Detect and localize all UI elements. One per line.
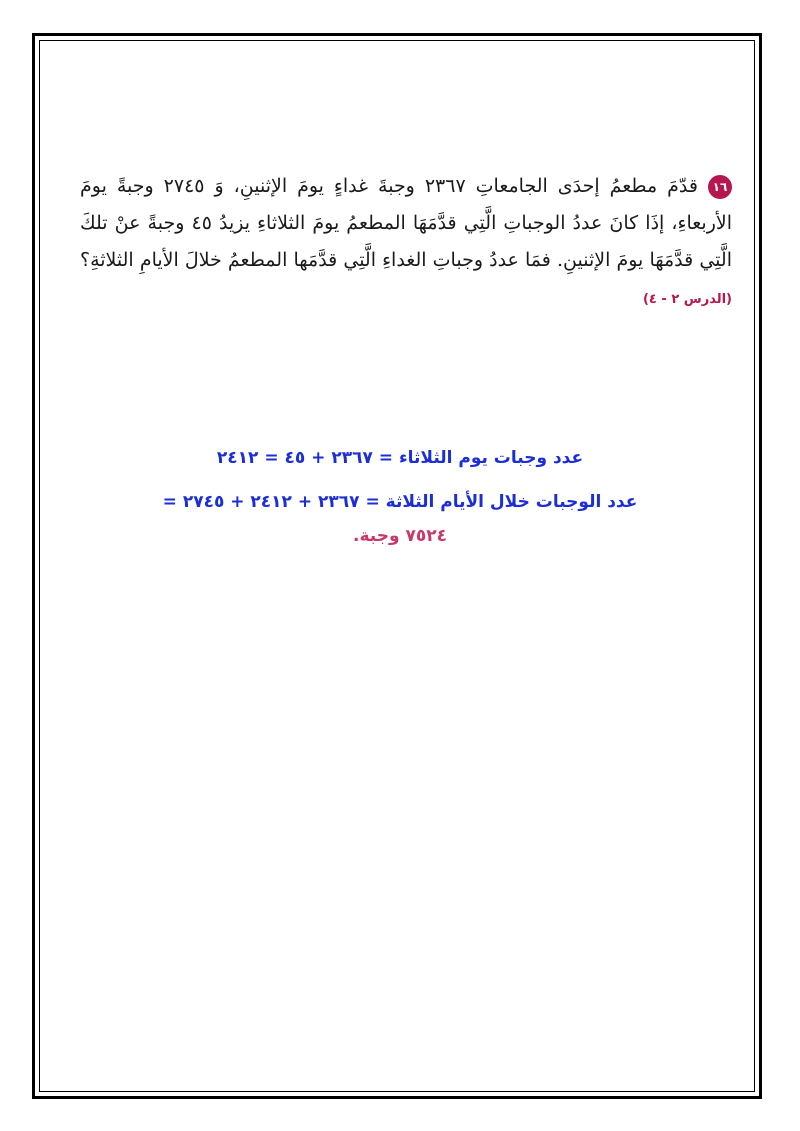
final-answer: ٧٥٢٤ وجبة. [353,526,447,546]
problem-text: قدّمَ مطعمُ إحدَى الجامعاتِ ٢٣٦٧ وجبةَ غداءٍ يومَ الإثنينِ، وَ ٢٧٤٥ وجبةً يومَ الأربعاءِ، إذَا كانَ عددُ الوجباتِ الَّتِي قدَّمَهَا المطعمُ يومَ الثلاثاءِ يزيدُ ٤٥ وجبةً عنْ تلكَ الَّتِي قدَّمَهَا يومَ الإثنينِ. فمَا عددُ وجباتِ الغداءِ الَّتِي قدَّمَها المطعمُ خلالَ الأيامِ الثلاثةِ؟ [80,175,732,271]
question-number-badge: ١٦ [708,175,732,199]
solution-block [120,445,680,567]
solution-line-tuesday: عدد وجبات يوم الثلاثاء = ٢٣٦٧ + ٤٥ = ٢٤١٢ [216,448,584,468]
lesson-reference: (الدرس ٢ - ٤) [642,292,732,307]
solution-line-total: عدد الوجبات خلال الأيام الثلاثة = ٢٣٦٧ + ٢٤١٢ + ٢٧٤٥ = [162,492,638,512]
problem-statement [80,168,732,318]
